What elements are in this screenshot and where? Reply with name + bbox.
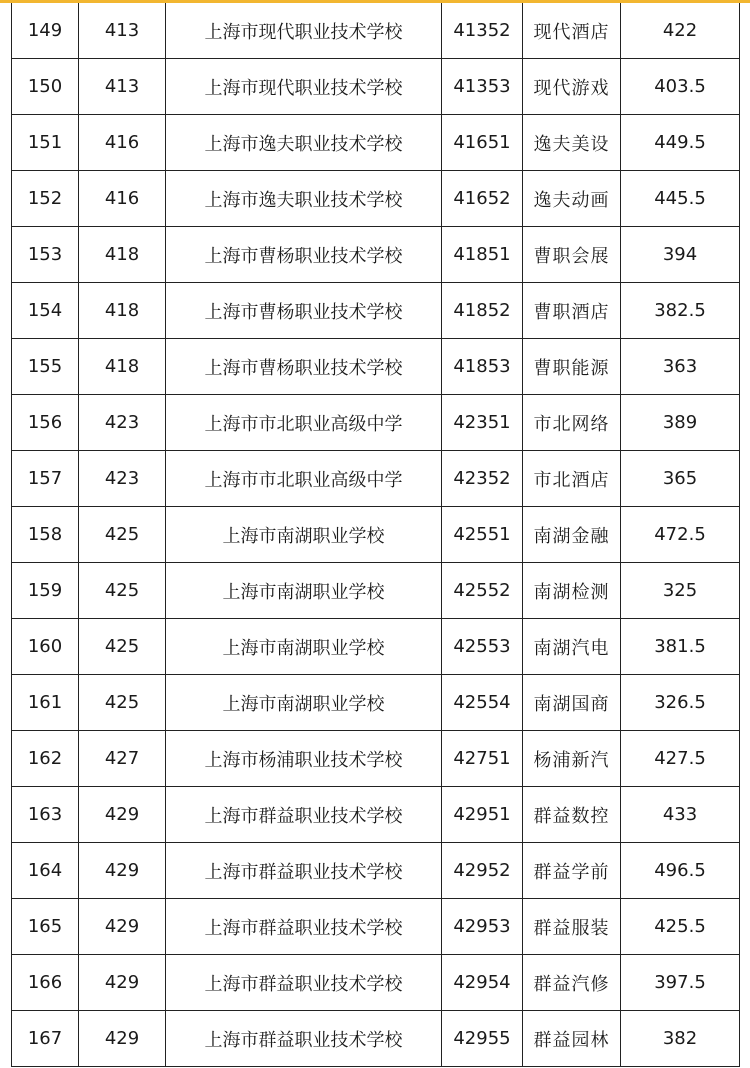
program-code-cell: 42554 bbox=[442, 675, 523, 731]
program-code-cell: 41651 bbox=[442, 115, 523, 171]
table-row bbox=[12, 675, 740, 731]
program-code-cell: 41851 bbox=[442, 227, 523, 283]
school-code-cell: 425 bbox=[79, 675, 166, 731]
table-row bbox=[12, 283, 740, 339]
school-name-cell: 上海市南湖职业学校 bbox=[166, 675, 442, 731]
score-cell: 365 bbox=[621, 451, 740, 507]
row-number-cell: 166 bbox=[12, 955, 79, 1011]
row-number-cell: 155 bbox=[12, 339, 79, 395]
school-code-cell: 429 bbox=[79, 843, 166, 899]
school-code-cell: 427 bbox=[79, 731, 166, 787]
score-cell: 449.5 bbox=[621, 115, 740, 171]
major-cell: 群益学前 bbox=[523, 843, 621, 899]
score-cell: 382 bbox=[621, 1011, 740, 1067]
row-number-cell: 152 bbox=[12, 171, 79, 227]
major-cell: 现代酒店 bbox=[523, 3, 621, 59]
school-name-cell: 上海市杨浦职业技术学校 bbox=[166, 731, 442, 787]
table-row bbox=[12, 563, 740, 619]
score-cell: 472.5 bbox=[621, 507, 740, 563]
school-code-cell: 418 bbox=[79, 227, 166, 283]
score-cell: 403.5 bbox=[621, 59, 740, 115]
school-name-cell: 上海市群益职业技术学校 bbox=[166, 955, 442, 1011]
school-name-cell: 上海市南湖职业学校 bbox=[166, 619, 442, 675]
table-row bbox=[12, 227, 740, 283]
score-cell: 363 bbox=[621, 339, 740, 395]
score-table bbox=[11, 3, 740, 1067]
school-code-cell: 425 bbox=[79, 619, 166, 675]
school-code-cell: 429 bbox=[79, 899, 166, 955]
table-body bbox=[12, 3, 740, 1067]
major-cell: 南湖汽电 bbox=[523, 619, 621, 675]
school-name-cell: 上海市曹杨职业技术学校 bbox=[166, 283, 442, 339]
program-code-cell: 42551 bbox=[442, 507, 523, 563]
program-code-cell: 42552 bbox=[442, 563, 523, 619]
score-cell: 326.5 bbox=[621, 675, 740, 731]
row-number-cell: 156 bbox=[12, 395, 79, 451]
school-code-cell: 413 bbox=[79, 59, 166, 115]
major-cell: 群益汽修 bbox=[523, 955, 621, 1011]
table-row bbox=[12, 955, 740, 1011]
major-cell: 曹职会展 bbox=[523, 227, 621, 283]
score-cell: 381.5 bbox=[621, 619, 740, 675]
score-cell: 397.5 bbox=[621, 955, 740, 1011]
table-row bbox=[12, 731, 740, 787]
school-code-cell: 423 bbox=[79, 395, 166, 451]
major-cell: 杨浦新汽 bbox=[523, 731, 621, 787]
row-number-cell: 153 bbox=[12, 227, 79, 283]
row-number-cell: 157 bbox=[12, 451, 79, 507]
table-row bbox=[12, 451, 740, 507]
row-number-cell: 154 bbox=[12, 283, 79, 339]
school-name-cell: 上海市逸夫职业技术学校 bbox=[166, 171, 442, 227]
score-cell: 427.5 bbox=[621, 731, 740, 787]
school-name-cell: 上海市群益职业技术学校 bbox=[166, 787, 442, 843]
school-code-cell: 416 bbox=[79, 171, 166, 227]
school-code-cell: 416 bbox=[79, 115, 166, 171]
major-cell: 南湖国商 bbox=[523, 675, 621, 731]
school-name-cell: 上海市群益职业技术学校 bbox=[166, 843, 442, 899]
major-cell: 市北酒店 bbox=[523, 451, 621, 507]
school-code-cell: 425 bbox=[79, 563, 166, 619]
row-number-cell: 162 bbox=[12, 731, 79, 787]
program-code-cell: 41852 bbox=[442, 283, 523, 339]
program-code-cell: 41352 bbox=[442, 3, 523, 59]
score-cell: 422 bbox=[621, 3, 740, 59]
major-cell: 群益服装 bbox=[523, 899, 621, 955]
major-cell: 市北网络 bbox=[523, 395, 621, 451]
table-row bbox=[12, 899, 740, 955]
table-row bbox=[12, 59, 740, 115]
major-cell: 现代游戏 bbox=[523, 59, 621, 115]
score-cell: 394 bbox=[621, 227, 740, 283]
major-cell: 南湖检测 bbox=[523, 563, 621, 619]
school-name-cell: 上海市市北职业高级中学 bbox=[166, 395, 442, 451]
school-name-cell: 上海市曹杨职业技术学校 bbox=[166, 339, 442, 395]
school-code-cell: 429 bbox=[79, 787, 166, 843]
major-cell: 群益数控 bbox=[523, 787, 621, 843]
score-cell: 445.5 bbox=[621, 171, 740, 227]
table-row bbox=[12, 507, 740, 563]
program-code-cell: 41353 bbox=[442, 59, 523, 115]
school-code-cell: 418 bbox=[79, 339, 166, 395]
table-row bbox=[12, 115, 740, 171]
row-number-cell: 167 bbox=[12, 1011, 79, 1067]
program-code-cell: 42951 bbox=[442, 787, 523, 843]
score-cell: 389 bbox=[621, 395, 740, 451]
program-code-cell: 42351 bbox=[442, 395, 523, 451]
program-code-cell: 42952 bbox=[442, 843, 523, 899]
school-name-cell: 上海市南湖职业学校 bbox=[166, 563, 442, 619]
row-number-cell: 151 bbox=[12, 115, 79, 171]
school-code-cell: 429 bbox=[79, 955, 166, 1011]
program-code-cell: 42553 bbox=[442, 619, 523, 675]
table-row bbox=[12, 1011, 740, 1067]
row-number-cell: 149 bbox=[12, 3, 79, 59]
score-cell: 425.5 bbox=[621, 899, 740, 955]
row-number-cell: 150 bbox=[12, 59, 79, 115]
score-cell: 325 bbox=[621, 563, 740, 619]
major-cell: 逸夫动画 bbox=[523, 171, 621, 227]
row-number-cell: 160 bbox=[12, 619, 79, 675]
school-code-cell: 418 bbox=[79, 283, 166, 339]
table-row bbox=[12, 787, 740, 843]
school-name-cell: 上海市逸夫职业技术学校 bbox=[166, 115, 442, 171]
table-row bbox=[12, 395, 740, 451]
program-code-cell: 42954 bbox=[442, 955, 523, 1011]
row-number-cell: 158 bbox=[12, 507, 79, 563]
table-row bbox=[12, 843, 740, 899]
program-code-cell: 41853 bbox=[442, 339, 523, 395]
row-number-cell: 161 bbox=[12, 675, 79, 731]
school-code-cell: 429 bbox=[79, 1011, 166, 1067]
row-number-cell: 165 bbox=[12, 899, 79, 955]
program-code-cell: 41652 bbox=[442, 171, 523, 227]
table-row bbox=[12, 339, 740, 395]
school-name-cell: 上海市南湖职业学校 bbox=[166, 507, 442, 563]
program-code-cell: 42955 bbox=[442, 1011, 523, 1067]
school-code-cell: 413 bbox=[79, 3, 166, 59]
row-number-cell: 164 bbox=[12, 843, 79, 899]
score-cell: 382.5 bbox=[621, 283, 740, 339]
major-cell: 南湖金融 bbox=[523, 507, 621, 563]
school-name-cell: 上海市现代职业技术学校 bbox=[166, 3, 442, 59]
major-cell: 曹职能源 bbox=[523, 339, 621, 395]
major-cell: 群益园林 bbox=[523, 1011, 621, 1067]
major-cell: 逸夫美设 bbox=[523, 115, 621, 171]
school-name-cell: 上海市群益职业技术学校 bbox=[166, 1011, 442, 1067]
program-code-cell: 42751 bbox=[442, 731, 523, 787]
score-cell: 496.5 bbox=[621, 843, 740, 899]
row-number-cell: 163 bbox=[12, 787, 79, 843]
school-name-cell: 上海市现代职业技术学校 bbox=[166, 59, 442, 115]
program-code-cell: 42953 bbox=[442, 899, 523, 955]
row-number-cell: 159 bbox=[12, 563, 79, 619]
school-name-cell: 上海市曹杨职业技术学校 bbox=[166, 227, 442, 283]
school-name-cell: 上海市市北职业高级中学 bbox=[166, 451, 442, 507]
school-code-cell: 423 bbox=[79, 451, 166, 507]
score-cell: 433 bbox=[621, 787, 740, 843]
table-row bbox=[12, 171, 740, 227]
school-code-cell: 425 bbox=[79, 507, 166, 563]
major-cell: 曹职酒店 bbox=[523, 283, 621, 339]
school-name-cell: 上海市群益职业技术学校 bbox=[166, 899, 442, 955]
program-code-cell: 42352 bbox=[442, 451, 523, 507]
table-row bbox=[12, 3, 740, 59]
table-row bbox=[12, 619, 740, 675]
